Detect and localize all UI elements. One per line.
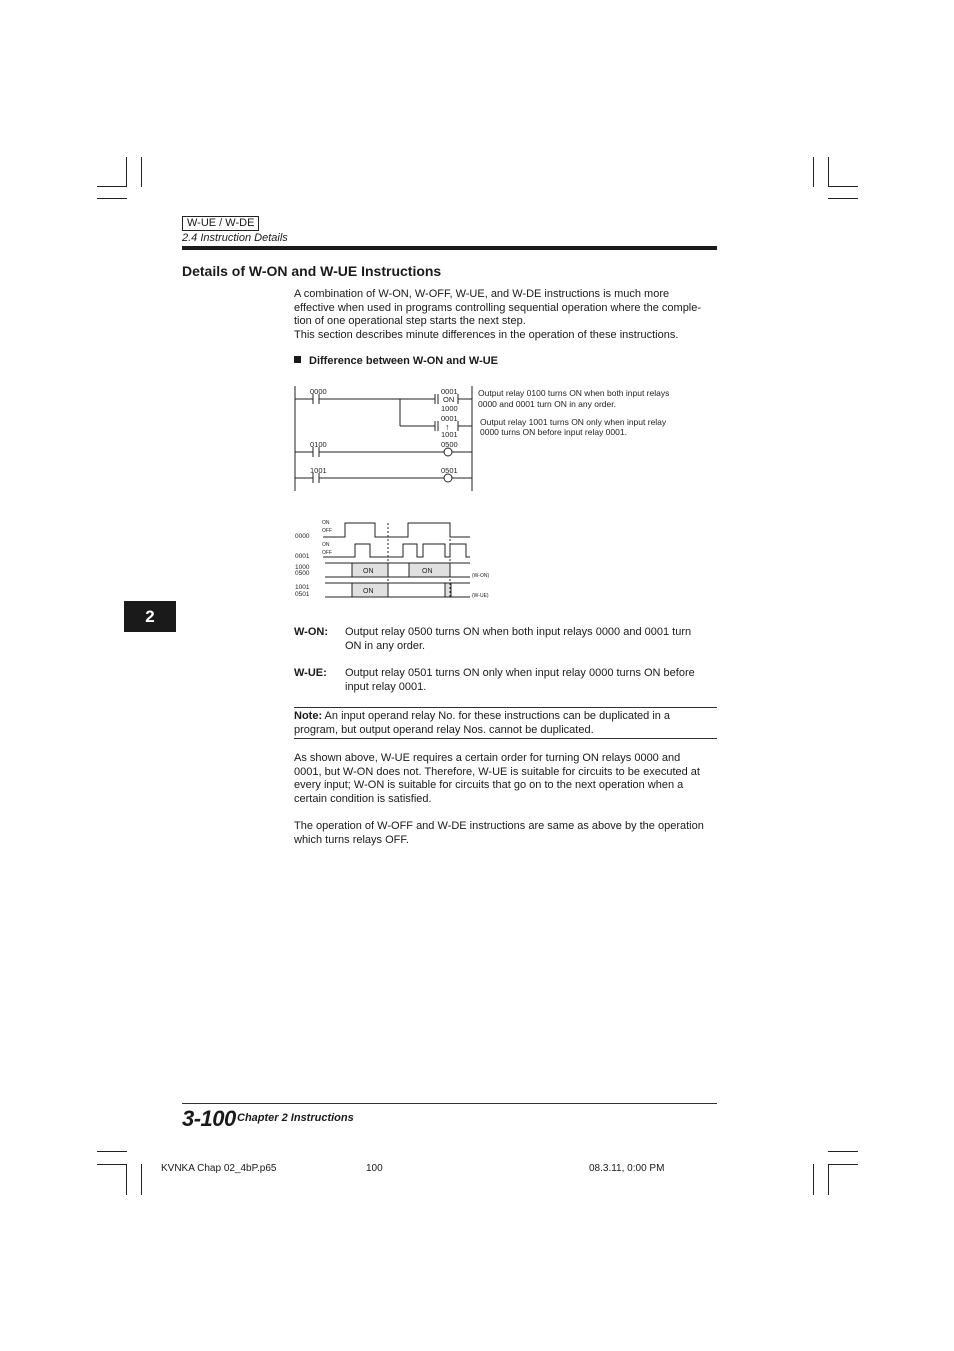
footer-chapter: Chapter 2 Instructions [237,1112,354,1124]
crop-mark [828,186,858,187]
note-rule-bottom [294,738,717,739]
crop-mark [97,198,127,199]
crop-mark [828,1151,858,1152]
ladder-note: Output relay 1001 turns ON only when input relay [480,417,667,427]
text-line: The operation of W-OFF and W-DE instructions are same as above by the operation [294,820,704,832]
crop-mark [828,1164,829,1195]
label-1000: 1000 [441,404,458,413]
text-line [294,710,718,724]
slug-file: KVNKA Chap 02_4bP.p65 [161,1163,277,1174]
crop-mark [126,157,127,187]
row-label-0501: 0501 [295,591,310,598]
text-line: every input; W-ON is suitable for circuits that go on to the next operation when a [294,779,684,791]
text-line: program, but output operand relay Nos. cannot be duplicated. [294,723,594,736]
text-line: A combination of W-ON, W-OFF, W-UE, and W-DE instructions is much more [294,288,670,300]
label-0501: 0501 [441,466,458,475]
label-0100: 0100 [310,440,327,449]
row-label-0000: 0000 [295,533,310,540]
ladder-note: 0000 turns ON before input relay 0001. [480,427,627,437]
wue-on-interval [445,583,451,597]
on-level-label: ON [322,542,330,548]
text-line: effective when used in programs controlling sequential operation where the comple- [294,301,702,314]
slug-date: 08.3.11, 0:00 PM [589,1163,665,1174]
text-line: certain condition is satisfied. [294,792,432,805]
def-body-wue [345,667,717,694]
text-line: Output relay 0501 turns ON only when input relay 0000 turns ON before [345,667,695,679]
text-line: As shown above, W-UE requires a certain order for turning ON relays 0000 and [294,752,681,764]
subheading-text: Difference between W-ON and W-UE [309,355,499,367]
off-level-label: OFF [322,528,332,534]
text-line: which turns relays OFF. [294,833,409,846]
text-line: This section describes minute differences in the operation of these instructions. [294,328,679,341]
def-term-wue: W-UE: [294,667,327,679]
def-term-won: W-ON: [294,626,328,638]
waveform-0001 [323,544,470,557]
off-level-label: OFF [322,550,332,556]
section-heading: Details of W-ON and W-UE Instructions [182,263,442,279]
page-number: 3-100 [182,1106,236,1131]
crop-mark [97,1151,127,1152]
crop-mark [828,157,829,187]
crop-mark [828,198,858,199]
section-tag: W-UE / W-DE [182,216,259,231]
slug-page: 100 [366,1163,383,1174]
text-line: input relay 0001. [345,680,427,693]
on-level-label: ON [322,520,330,526]
label-on: ON [443,395,455,404]
crop-mark [813,157,814,187]
label-1001: 1001 [441,430,458,439]
note-box [294,710,718,737]
on-box-label: ON [363,588,374,595]
wue-tag: (W-UE) [472,593,489,599]
row-label-0500: 0500 [295,570,310,577]
row-label-1000: 1000 [295,564,310,571]
text-line: tion of one operational step starts the next step. [294,315,526,327]
crop-mark [141,1164,142,1195]
coil-0500 [444,448,452,456]
up-arrow-icon: ↑ [445,422,450,432]
ladder-note: 0000 and 0001 turn ON in any order. [478,399,616,409]
row-label-1001: 1001 [295,584,310,591]
coil-0501 [444,474,452,482]
section-subtitle: 2.4 Instruction Details [182,232,288,244]
crop-mark [828,1164,858,1165]
note-label: Note: [294,710,323,722]
crop-mark [126,1164,127,1195]
crop-mark [141,157,142,187]
text-line: Output relay 0500 turns ON when both input relays 0000 and 0001 turn [345,626,692,638]
crop-mark [97,1164,127,1165]
body-paragraph [294,820,718,847]
note-text: An input operand relay No. for these instructions can be duplicated in a [322,710,671,722]
text-line: 0001, but W-ON does not. Therefore, W-UE is suitable for circuits to be executed at [294,765,700,778]
ladder-diagram [290,383,690,495]
row-label-0001: 0001 [295,553,310,560]
label-0000: 0000 [310,387,327,396]
label-0001: 0001 [441,387,458,396]
label-0500: 0500 [441,440,458,449]
chapter-tab: 2 [124,601,176,632]
subheading [294,355,498,367]
intro-paragraph [294,288,718,342]
crop-mark [97,186,127,187]
label-1001: 1001 [310,466,327,475]
on-box-label: ON [363,568,374,575]
crop-mark [813,1164,814,1195]
def-body-won [345,626,717,653]
waveform-0000 [323,523,470,537]
text-line: ON in any order. [345,639,426,652]
body-paragraph [294,752,718,806]
footer-rule [182,1103,717,1104]
timing-chart [290,515,500,605]
header-rule [182,246,717,250]
on-box-label: ON [422,568,433,575]
label-0001: 0001 [441,414,458,423]
won-tag: (W-ON) [472,573,490,579]
ladder-note: Output relay 0100 turns ON when both input relays [478,388,670,398]
note-rule-top [294,707,717,708]
square-bullet-icon [294,356,301,363]
